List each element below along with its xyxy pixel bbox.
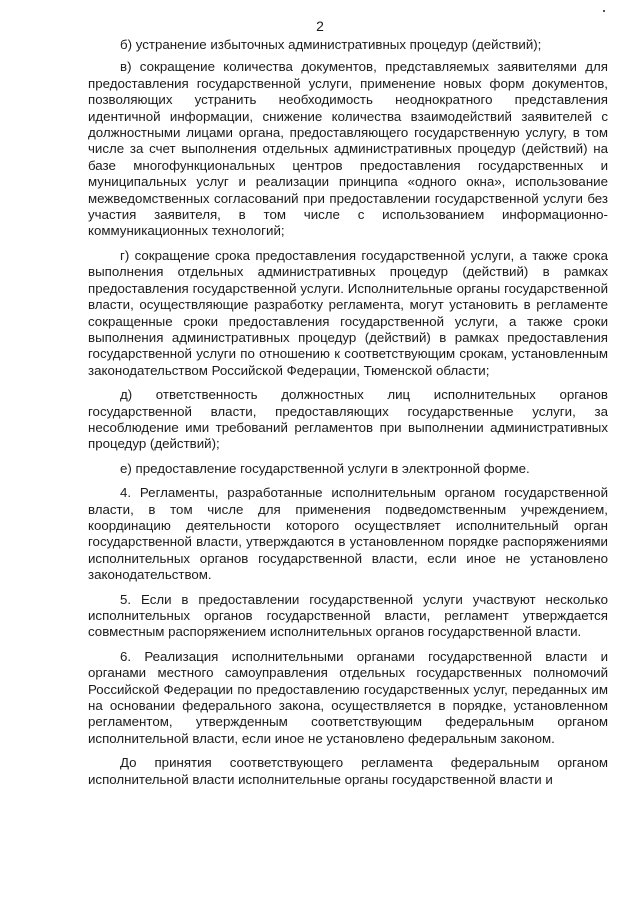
paragraph-4: 4. Регламенты, разработанные исполнительным органом государственной власти, в том числе для применения подведомственным учреждением, координацию деятельности которого осуществляет исполнительный орган государственной власти, утверждаются в установленном порядке распоряжениями исполнительных органов государственной власти, если иное не установлено законодательством. — [88, 485, 608, 583]
paragraph-b: б) устранение избыточных административных процедур (действий); — [120, 37, 542, 52]
document-body — [88, 37, 608, 796]
paragraph-e: е) предоставление государственной услуги в электронной форме. — [120, 460, 530, 476]
paragraph-d: д) ответственность должностных лиц исполнительных органов государственной власти, предоставляющих государственные услуги, за несоблюдение ими требований регламентов при выполнении административных процедур (действий); — [88, 387, 608, 452]
scan-mark — [603, 10, 605, 12]
paragraph-g: г) сокращение срока предоставления государственной услуги, а также срока выполнения отдельных административных процедур (действий) в рамках предоставления государственной услуги. Исполнительные органы государственной власти, осуществляющие разработку регламента, могут установить в регламенте сокращенные сроки предоставления государственной услуги, а также сроки выполнения административных процедур (действий) в рамках предоставления государственной услуги по отношению к соответствующим срокам, установленным законодательством Российской Федерации, Тюменской области; — [88, 247, 608, 378]
page-number: 2 — [316, 18, 324, 34]
paragraph-6: 6. Реализация исполнительными органами государственной власти и органами местного самоуправления отдельных государственных полномочий Российской Федерации по предоставлению государственных услуг, переданных им на основании федерального закона, осуществляется в порядке, установленном регламентом, утвержденным соответствующим федеральным органом исполнительной власти, если иное не установлено федеральным законом. — [88, 648, 608, 746]
paragraph-5: 5. Если в предоставлении государственной услуги участвуют несколько исполнительных органов государственной власти, регламент утверждается совместным распоряжением исполнительных органов государственной власти. — [88, 591, 608, 640]
paragraph-v: в) сокращение количества документов, представляемых заявителями для предоставления государственной услуги, применение новых форм документов, позволяющих устранить необходимость неоднократного представления идентичной информации, снижение количества взаимодействий заявителей с должностными лицами органа, предоставляющего государственную услугу, в том числе за счет выполнения отдельных административных процедур (действий) на базе многофункциональных центров предоставления государственных и муниципальных услуг и реализации принципа «одного окна», использование межведомственных согласований при предоставлении государственной услуги без участия заявителя, в том числе с использованием информационно-коммуникационных технологий; — [88, 59, 608, 239]
paragraph-continuation: До принятия соответствующего регламента федеральным органом исполнительной власти исполнительные органы государственной власти и — [88, 755, 608, 787]
